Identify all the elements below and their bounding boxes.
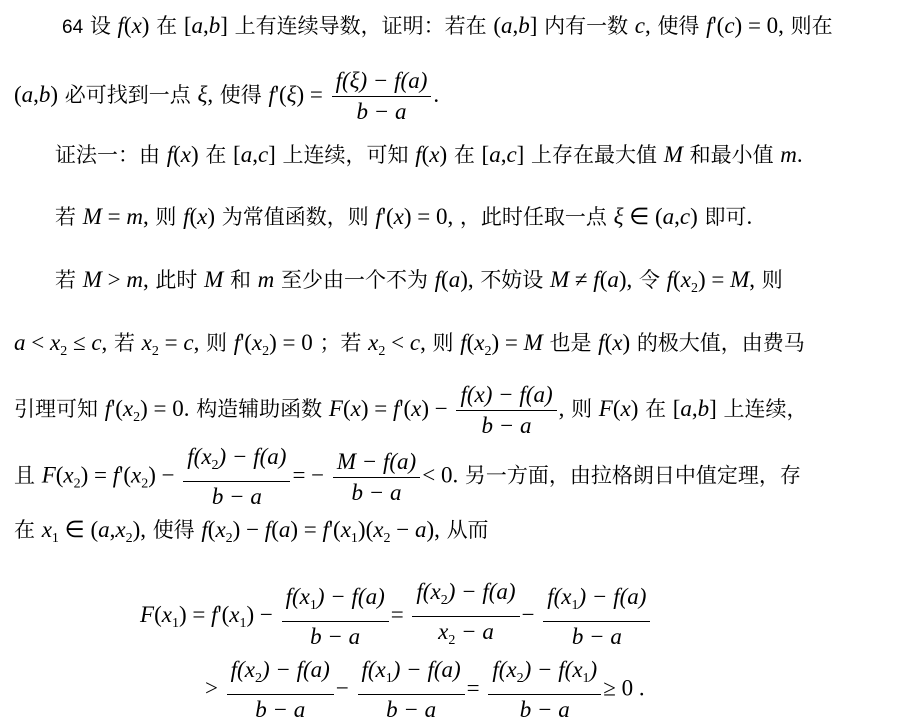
problem-statement-line-1: 64 设 f(x) 在 [a,b] 上有连续导数，证明：若在 (a,b] 内有一数 c, 使得 f'(c) = 0, 则在: [62, 13, 833, 38]
problem-number: 64: [62, 17, 84, 38]
problem-statement-line-2: (a,b) 必可找到一点 ξ, 使得 f'(ξ) = $\frac{f(\xi) - f(a)}{b - a}$ .: [14, 66, 439, 127]
display-equation-1: $F(x_1) = f'(x_1)$ − $\frac{f(x_1) - f(a)}{b - a}$ = $\frac{f(x_2) - f(a)}{x_2 - a}$ − $\frac{f(x_1) - f(a)}{b - a}$: [140, 577, 652, 656]
proof-line-5: 引理可知 $f'(x_2) = 0$. 构造辅助函数 F(x) = f'(x) − $\frac{f(x) - f(a)}{b - a}$ , 则 F(x) 在 [a,b] 上连续，: [14, 380, 808, 441]
proof-line-4: $a < x_2 \le c$, 若 $x_2 = c$, 则 $f'(x_2) = 0$ ；若 $x_2 < c$, 则 $f(x_2) = M$ 也是 f(x) 的极大值，由费马: [14, 330, 805, 359]
fraction: $\frac{f(x_2) - f(x_1)}{b - a}$: [488, 655, 601, 725]
fraction: $\frac{M - f(a)}{b - a}$: [333, 447, 420, 508]
fraction: $\frac{f(x) - f(a)}{b - a}$: [456, 380, 556, 441]
display-equation-2: > $\frac{f(x_2) - f(a)}{b - a}$ − $\frac{f(x_1) - f(a)}{b - a}$ = $\frac{f(x_2) - f(x_1)}{b - a}$ ≥ 0 .: [205, 655, 645, 725]
fraction: $\frac{f(x_2) - f(a)}{x_2 - a}$: [412, 577, 519, 656]
proof-line-6: 且 $F(x_2) = f'(x_2)$ − $\frac{f(x_2) - f(a)}{b - a}$ = − $\frac{M - f(a)}{b - a}$ < 0. 另一方面，由拉格朗日中值定理，存: [14, 442, 801, 512]
fraction: $\frac{f(x_1) - f(a)}{b - a}$: [282, 582, 389, 652]
proof-line-7: 在 $x_1$ ∈ $(a,x_2)$, 使得 $f(x_2) - f(a) = f'(x_1)(x_2 - a)$, 从而: [14, 517, 489, 546]
fraction: $\frac{f(x_2) - f(a)}{b - a}$: [227, 655, 334, 725]
fraction: $\frac{f(x_2) - f(a)}{b - a}$: [183, 442, 290, 512]
fraction: $\frac{f(x_1) - f(a)}{b - a}$: [543, 582, 650, 652]
proof-line-1: 证法一：由 f(x) 在 [a,c] 上连续，可知 f(x) 在 [a,c] 上存在最大值 M 和最小值 m.: [55, 142, 803, 167]
proof-line-3: 若 M > m, 此时 M 和 m 至少由一个不为 f(a), 不妨设 M ≠ f(a), 令 $f(x_2) = M$, 则: [55, 267, 783, 296]
proof-line-2: 若 M = m, 则 f(x) 为常值函数，则 f'(x) = 0, ，此时任取一点 ξ ∈ (a,c) 即可.: [55, 204, 753, 229]
fraction: $\frac{f(x_1) - f(a)}{b - a}$: [358, 655, 465, 725]
fraction: $\frac{f(\xi) - f(a)}{b - a}$: [332, 66, 432, 127]
